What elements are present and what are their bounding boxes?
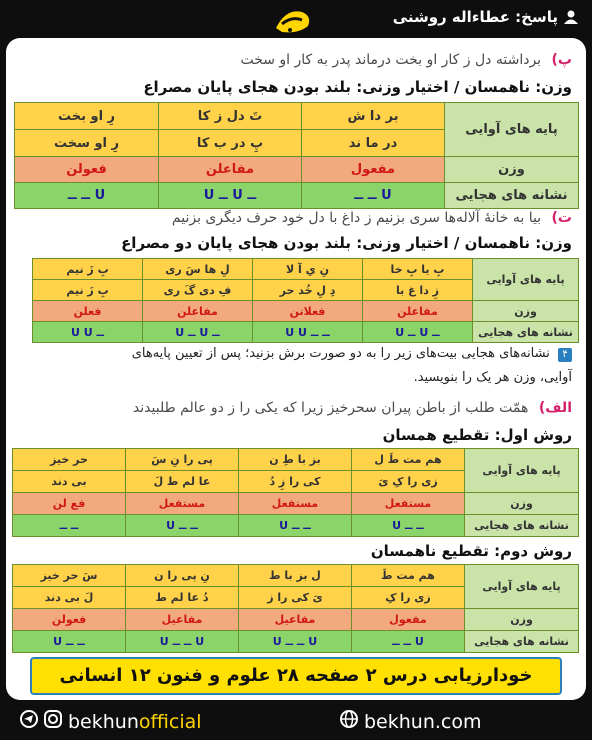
table-row xyxy=(13,609,579,631)
cell: مفعول xyxy=(352,609,465,631)
cell: بر دا ش xyxy=(302,103,445,130)
cell: بی دند xyxy=(13,471,126,493)
method-1-title: روش اول: تقطیع همسان xyxy=(382,426,572,444)
cell: نِ یِ آ لا xyxy=(253,259,363,280)
cell: ــ ــ U U xyxy=(253,322,363,343)
cell: ــ U ــ U xyxy=(363,322,473,343)
header-cell: وزن xyxy=(465,493,579,515)
verse-a xyxy=(133,400,572,416)
table-row xyxy=(33,322,579,343)
cell: لَ بی دند xyxy=(13,587,126,609)
cell: تَ دل ز کا xyxy=(159,103,302,130)
task-line-1 xyxy=(132,346,572,362)
cell: زی را کِ یَ xyxy=(352,471,465,493)
header-cell: نشانه های هجایی xyxy=(445,183,579,209)
marker-a: الف) xyxy=(538,400,572,416)
table-row xyxy=(13,493,579,515)
telegram-icon xyxy=(20,710,38,733)
user-icon xyxy=(564,10,578,24)
cell: ــ ــ U xyxy=(126,515,239,537)
author-text: پاسخ: عطاءاله روشنی xyxy=(392,8,558,26)
header-cell: پایه های آوایی xyxy=(445,103,579,157)
table-t xyxy=(32,258,579,343)
cell: فعلن xyxy=(33,301,143,322)
cell: مستفعل xyxy=(239,493,352,515)
cell: مستفعل xyxy=(352,493,465,515)
table-row xyxy=(13,565,579,587)
social-handle[interactable] xyxy=(20,710,202,733)
cell: فعولن xyxy=(13,609,126,631)
marker-b: پ) xyxy=(551,52,572,68)
footer xyxy=(0,702,592,740)
table-a2 xyxy=(12,564,579,653)
verse-t xyxy=(172,210,572,226)
cell: ــ ــ U xyxy=(13,631,126,653)
wazn-t: وزن: ناهمسان / اختیار وزنی: بلند بودن هجای پایان دو مصراع xyxy=(121,234,572,252)
wazn-b: وزن: ناهمسان / اختیار وزنی: بلند بودن هجای پایان مصراع xyxy=(143,78,572,96)
cell: زِ دا غ با xyxy=(363,280,473,301)
cell: ــ ــ U xyxy=(239,515,352,537)
table-row xyxy=(13,515,579,537)
cell: ــ ــ xyxy=(13,515,126,537)
table-row xyxy=(33,301,579,322)
cell: فعلاتن xyxy=(253,301,363,322)
cell: مفاعلن xyxy=(363,301,473,322)
cell: U ــ ــ U xyxy=(239,631,352,653)
cell: یَ کی را ز xyxy=(239,587,352,609)
instagram-icon xyxy=(44,710,62,733)
table-row xyxy=(13,631,579,653)
table-row xyxy=(15,103,579,130)
cell: نِ پی را ن xyxy=(126,565,239,587)
cell: دِ لِ خُد حر xyxy=(253,280,363,301)
cell: سَ حر خیز xyxy=(13,565,126,587)
cell: بز با طِ ن xyxy=(239,449,352,471)
cell: کی را زِ دُ xyxy=(239,471,352,493)
task-line-1-text: نشانه‌های هجایی بیت‌های زیر را به دو صورت برش بزنید؛ پس از تعیین پایه‌های xyxy=(131,346,550,361)
table-b xyxy=(14,102,579,209)
cell: رِ او سخت xyxy=(15,130,159,157)
header-cell: نشانه های هجایی xyxy=(465,515,579,537)
cell: فع لن xyxy=(13,493,126,515)
table-row xyxy=(15,183,579,209)
cell: لِ ها سَ ری xyxy=(143,259,253,280)
cell: U ــ ــ xyxy=(302,183,445,209)
cell: عا لم ط لَ xyxy=(126,471,239,493)
globe-icon xyxy=(340,710,358,733)
cell: زی را کِ xyxy=(352,587,465,609)
cell: ــ U ــ U xyxy=(159,183,302,209)
table-row xyxy=(15,157,579,183)
cell: U ــ ــ xyxy=(15,183,159,209)
method-2-title: روش دوم: تقطیع ناهمسان xyxy=(370,542,572,560)
table-row xyxy=(13,449,579,471)
cell: دُ عا لم ط xyxy=(126,587,239,609)
header-cell: پایه های آوایی xyxy=(473,259,579,301)
author-label xyxy=(393,8,578,26)
header-cell: پایه های آوایی xyxy=(465,565,579,609)
cell: ل بز با ط xyxy=(239,565,352,587)
cell: مفاعیل xyxy=(126,609,239,631)
lesson-banner: خودارزیابی درس ۲ صفحه ۲۸ علوم و فنون ۱۲ انسانی xyxy=(30,657,562,695)
cell: مفعول xyxy=(302,157,445,183)
table-a1 xyxy=(12,448,579,537)
task-number: ۴ xyxy=(558,348,572,362)
website-link[interactable] xyxy=(340,710,482,733)
header-cell: وزن xyxy=(473,301,579,322)
cell: مفاعلن xyxy=(159,157,302,183)
verse-t-text: بیا به خانهٔ آلاله‌ها سری بزنیم ز داغ با دل خود حرف دیگری بزنیم xyxy=(171,210,542,226)
cell: ــ U ــ U xyxy=(143,322,253,343)
handle-prefix: bekhun xyxy=(68,710,139,733)
cell: رِ او بخت xyxy=(15,103,159,130)
cell: بِ یا بِ خا xyxy=(363,259,473,280)
cell: مفاعلن xyxy=(143,301,253,322)
cell: بِ زَ نیم xyxy=(33,280,143,301)
cell: در ما ند xyxy=(302,130,445,157)
header-cell: نشانه های هجایی xyxy=(473,322,579,343)
cell: هم مت طَ xyxy=(352,565,465,587)
header-cell: پایه های آوایی xyxy=(465,449,579,493)
header-cell: نشانه های هجایی xyxy=(465,631,579,653)
table-row xyxy=(33,259,579,280)
cell: مفاعیل xyxy=(239,609,352,631)
cell: حر خیز xyxy=(13,449,126,471)
website-text: bekhun.com xyxy=(364,710,482,733)
marker-t: ت) xyxy=(551,210,572,226)
brand-logo xyxy=(268,2,318,38)
top-bar xyxy=(0,0,592,38)
header-cell: وزن xyxy=(465,609,579,631)
task-line-2: آوایی، وزن هر یک را بنویسید. xyxy=(413,370,572,385)
cell: ــ U U xyxy=(33,322,143,343)
verse-b-text: برداشته دل ز کار او بخت درماند پدر به کار او سخت xyxy=(240,52,542,68)
cell: ــ ــ U xyxy=(352,515,465,537)
cell: پی را نِ سَ xyxy=(126,449,239,471)
cell: مستفعل xyxy=(126,493,239,515)
cell: U ــ ــ U xyxy=(126,631,239,653)
content-card xyxy=(6,38,586,700)
verse-a-text: همّت طلب از باطن پیران سحرخیز زیرا که یکی را ز دو عالم طلبیدند xyxy=(132,400,529,416)
cell: U ــ ــ xyxy=(352,631,465,653)
cell: فِ دی گَ ری xyxy=(143,280,253,301)
verse-b xyxy=(240,52,572,68)
cell: پِ در ب کا xyxy=(159,130,302,157)
cell: هم مت طَ ل xyxy=(352,449,465,471)
header-cell: وزن xyxy=(445,157,579,183)
handle-suffix: official xyxy=(138,710,202,733)
cell: فعولن xyxy=(15,157,159,183)
cell: بِ زَ نیم xyxy=(33,259,143,280)
